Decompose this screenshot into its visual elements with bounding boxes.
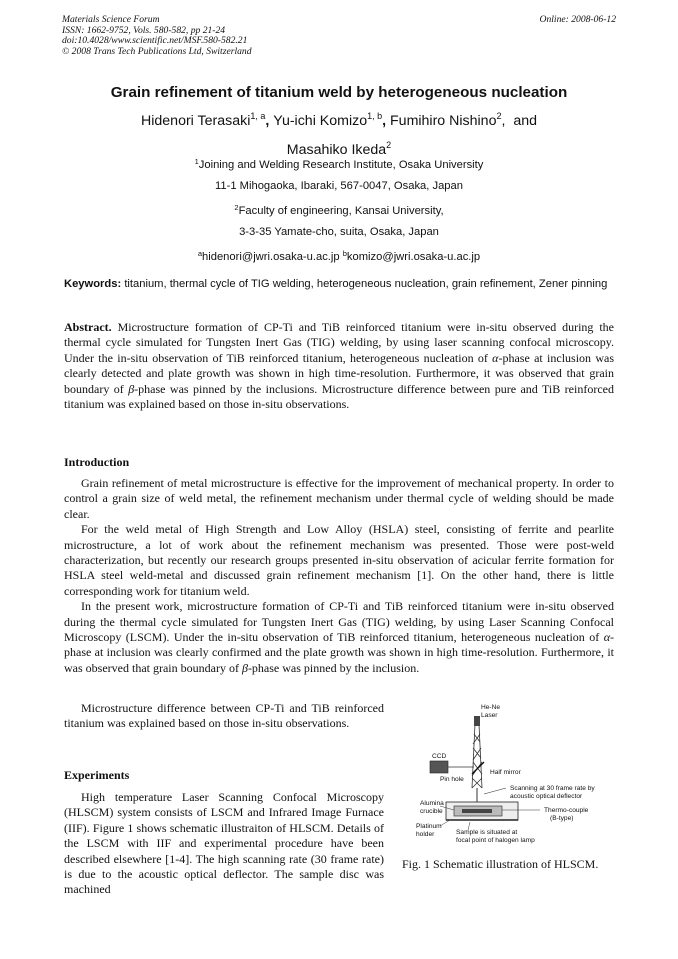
abstract-text: -phase at inclusion was clearly detected and plate growth was shown in high time-resolution. Furthermore, it was observed that grain boundary of <box>64 350 615 396</box>
affil-mark: 1 <box>194 157 199 166</box>
paragraph: For the weld metal of High Strength and Low Alloy (HSLA) steel, consisting of ferrite and pearlite microstructure, a lot of work about the refinement mechanism was presented. Those were post-weld characterization, but recently our research groups presented in-situ observation of acicular ferrite formation for HSLA steel weld-metal and discussed grain refinement mechanism [1]. On the other hand, there is little corresponding work for titanium weld. <box>64 522 614 598</box>
ccd-icon <box>430 761 448 773</box>
affil-institution: Faculty of engineering, Kansai University, <box>238 205 444 217</box>
introduction-continued <box>64 701 384 732</box>
hlscm-diagram <box>398 698 618 848</box>
paragraph-text: -phase was pinned by the inclusion. <box>247 660 420 675</box>
label-scanning-1: Scanning at 30 frame rate by <box>510 785 595 792</box>
experiments-body <box>64 790 384 898</box>
abstract-label: Abstract. <box>64 320 112 334</box>
keywords <box>64 277 614 291</box>
half-mirror-icon <box>472 762 484 774</box>
author-affil-mark: 2 <box>496 111 502 121</box>
label-sample-2: focal point of halogen lamp <box>456 837 535 844</box>
affil-address: 11-1 Mihogaoka, Ibaraki, 567-0047, Osaka, Japan <box>215 180 463 192</box>
figure-1-schematic <box>398 698 618 848</box>
keywords-label: Keywords: <box>64 278 122 290</box>
affil-mark: 2 <box>234 203 239 212</box>
author-list: Hidenori Terasaki$^{1, a}$, Yu-ichi Komizo$^{1, b}$, Fumihiro Nishino$^2$, and Masahiko Ikeda$^2$ <box>141 111 537 158</box>
email-address: komizo@jwri.osaka-u.ac.jp <box>346 251 481 263</box>
author-name: Yu-ichi Komizo <box>273 113 368 129</box>
affil-institution: Joining and Welding Research Institute, Osaka University <box>198 159 484 171</box>
paper-title: Grain refinement of titanium weld by heterogeneous nucleation <box>110 84 568 101</box>
label-thermocouple-1: Thermo-couple <box>544 807 589 814</box>
affiliations <box>60 151 618 268</box>
author-affil-mark: 1, a <box>250 111 266 121</box>
keywords-text: titanium, thermal cycle of TIG welding, heterogeneous nucleation, grain refinement, Zener pinning <box>124 278 608 290</box>
label-thermocouple-2: (B-type) <box>550 815 574 822</box>
label-platinum-1: Platinum <box>416 823 442 830</box>
label-he-ne: He-Ne <box>481 704 501 711</box>
alpha-symbol: α <box>492 350 499 365</box>
running-header <box>62 15 252 57</box>
author-name: Masahiko Ikeda <box>286 142 387 158</box>
abstract <box>64 320 614 412</box>
affil-address: 3-3-35 Yamate-cho, suita, Osaka, Japan <box>239 226 439 238</box>
laser-source <box>474 716 480 726</box>
label-pin-hole: Pin hole <box>440 776 464 783</box>
introduction-body <box>64 476 614 676</box>
label-alumina-2: crucible <box>420 808 443 815</box>
author-name: Hidenori Terasaki <box>141 113 251 129</box>
label-ccd: CCD <box>432 753 447 760</box>
issn-line: ISSN: 1662-9752, Vols. 580-582, pp 21-24 <box>62 24 226 36</box>
scanner-leader <box>484 788 506 794</box>
email-mark: b <box>342 249 347 258</box>
laser-tower <box>472 724 482 788</box>
journal-name: Materials Science Forum <box>62 14 160 25</box>
abstract-text: -phase was pinned by the inclusions. Microstructure difference between pure and TiB reinforced titanium was explained based on those in-situ observations. <box>64 381 614 412</box>
author-affil-mark: 1, b <box>367 111 383 121</box>
paragraph: High temperature Laser Scanning Confocal Microscopy (HLSCM) system consists of LSCM and Infrared Image Furnace (IIF). Figure 1 shows schematic illustraiton of HLSCM. Details of the LSCM with IIF and experimental procedure have been described elsewhere [1-4]. The high scanning rate (30 frame rate) is due to the acoustic optical deflector. The sample disc was machined <box>64 790 384 897</box>
author-affil-mark: 2 <box>386 140 392 150</box>
paragraph-text: -phase at inclusion was clearly confirmed and the plate growth was shown in high time-resolution. Furthermore, it was observed that grain boundary of <box>64 630 615 675</box>
paragraph: Microstructure difference between CP-Ti and TiB reinforced titanium was explained based on those in-situ observations. <box>64 701 384 731</box>
author-conjunction: and <box>513 113 537 129</box>
paragraph <box>64 599 614 676</box>
figure-1-caption: Fig. 1 Schematic illustration of HLSCM. <box>402 857 599 871</box>
doi-line: doi:10.4028/www.scientific.net/MSF.580-582.21 <box>62 35 248 46</box>
paragraph-text: In the present work, microstructure formation of CP-Ti and TiB reinforced titanium were in-situ observed during the thermal cycle simulated for Tungsten Inert Gas (TIG) welding, by using Laser Scanning Confocal Microscopy (LSCM). Under the in-situ observation of TiB reinforced titanium, heterogeneous nucleation of <box>64 599 614 645</box>
beta-symbol: β <box>128 381 135 396</box>
label-sample-1: Sample is situated at <box>456 829 518 836</box>
online-date: Online: 2008-06-12 <box>539 14 616 25</box>
author-name: Fumihiro Nishino <box>390 113 497 129</box>
paragraph: Grain refinement of metal microstructure is effective for the improvement of mechanical property. In order to control a grain size of weld metal, the refinement mechanism under thermal cycle of welding should be made clear. <box>64 476 614 521</box>
beta-symbol: β <box>241 660 248 675</box>
copyright-line: © 2008 Trans Tech Publications Ltd, Switzerland <box>62 45 252 57</box>
alpha-symbol: α <box>603 630 611 645</box>
label-platinum-2: holder <box>416 831 435 838</box>
section-heading-experiments: Experiments <box>64 768 130 782</box>
label-scanning-2: acoustic optical deflector <box>510 793 583 800</box>
section-heading-introduction: Introduction <box>64 455 130 469</box>
email-address: hidenori@jwri.osaka-u.ac.jp <box>202 251 340 263</box>
label-alumina-1: Alumina <box>420 800 444 807</box>
email-mark: a <box>197 249 203 258</box>
abstract-text: Microstructure formation of CP-Ti and TiB reinforced titanium were in-situ observed during the thermal cycle simulated for Tungsten Inert Gas (TIG) welding, by using laser scanning confocal microscopy. Under the in-situ observation of TiB reinforced titanium, heterogeneous nucleation of <box>64 320 615 365</box>
label-laser: Laser <box>481 712 498 719</box>
label-half-mirror: Half mirror <box>490 769 521 776</box>
sample-disc <box>462 809 492 813</box>
